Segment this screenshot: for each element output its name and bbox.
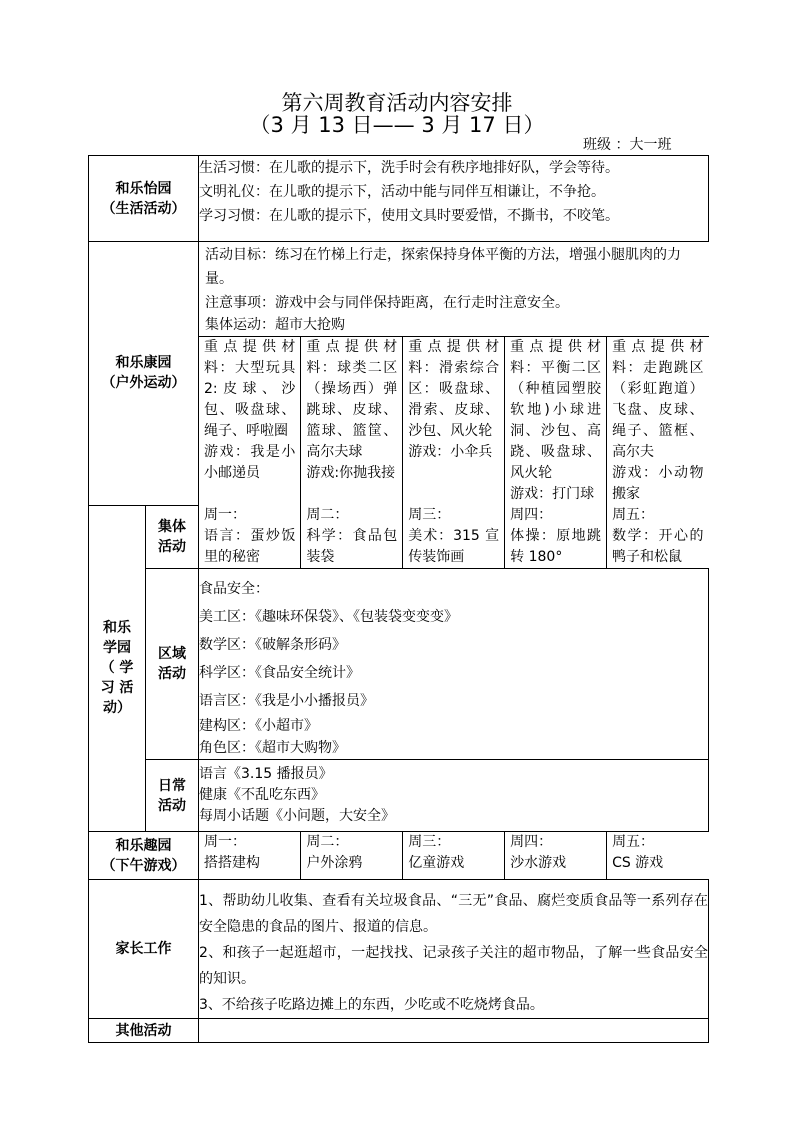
outdoor-zone: 重点提供材料：平衡二区（种植园塑胶软地)小球进洞、沙包、高跷、吸盘球、风火轮 游戏：打门球 <box>505 337 607 506</box>
other-header: 其他活动 <box>89 1019 199 1043</box>
daily-activity-content <box>199 760 709 832</box>
group-day: 周四： 体操：原地跳转 180° <box>505 505 607 568</box>
life-content <box>199 156 709 242</box>
daily-line: 语言《3.15 播报员》 <box>199 766 333 782</box>
area-line: 语言区：《我是小小播报员》 <box>199 693 374 709</box>
parents-line: 2、和孩子一起逛超市，一起找找、记录孩子关注的超市物品，了解一些食品安全的知识。 <box>199 945 708 987</box>
group-day: 周二： 科学：食品包装袋 <box>301 505 403 568</box>
parents-line: 1、帮助幼儿收集、查看有关垃圾食品、“三无”食品、腐烂变质食品等一系列存在安全隐患的食品的图片、报道的信息。 <box>199 893 708 935</box>
class-label: 班级 ：大一班 <box>583 137 672 153</box>
outdoor-notice: 注意事项：游戏中会与同伴保持距离，在行走时注意安全。 <box>205 295 569 311</box>
row-parents <box>89 880 709 1019</box>
afternoon-day: 周一： 搭搭建构 <box>199 832 301 879</box>
life-line: 学习习惯：在儿歌的提示下，使用文具时要爱惜，不撕书，不咬笔。 <box>199 208 619 224</box>
outdoor-zone: 重点提供材料：球类二区（操场西）弹跳球、皮球、篮球、篮筐、高尔夫球 游戏:你抛我接 <box>301 337 403 506</box>
row-outdoor <box>89 242 709 506</box>
parents-line: 3、不给孩子吃路边摊上的东西，少吃或不吃烧烤食品。 <box>199 997 544 1013</box>
area-line: 美工区：《趣味环保袋》、《包装袋变变变》 <box>199 609 458 625</box>
schedule-table <box>88 155 709 1043</box>
area-line: 科学区：《食品安全统计》 <box>199 665 360 681</box>
area-activity-header: 区域 活动 <box>146 569 199 760</box>
outdoor-zone: 重点提供材料：走跑跳区（彩虹跑道）飞盘、皮球、绳子、篮框、高尔夫 游戏：小动物搬家 <box>607 337 709 506</box>
outdoor-content <box>199 242 709 506</box>
life-line: 生活习惯：在儿歌的提示下，洗手时会有秩序地排好队，学会等待。 <box>199 160 619 176</box>
outdoor-zone: 重点提供材料：滑索综合区：吸盘球、滑索、皮球、沙包、风火轮 游戏：小伞兵 <box>403 337 505 506</box>
row-study-daily <box>89 760 709 832</box>
group-day: 周三： 美术：315 宣传装饰画 <box>403 505 505 568</box>
area-activity-content <box>199 569 709 760</box>
page-title: 第六周教育活动内容安排 <box>281 91 513 115</box>
group-activity-content <box>199 505 709 569</box>
date-range: （3 月 13 日—— 3 月 17 日） <box>249 113 545 137</box>
afternoon-header: 和乐趣园 （下午游戏） <box>89 832 199 880</box>
row-study-group <box>89 505 709 569</box>
row-other <box>89 1019 709 1043</box>
area-line: 建构区：《小超市》 <box>199 718 318 734</box>
daily-activity-header: 日常 活动 <box>146 760 199 832</box>
study-header: 和乐 学园 （ 学 习 活 动） <box>89 505 146 832</box>
area-line: 角色区：《超市大购物》 <box>199 740 346 756</box>
parents-header: 家长工作 <box>89 880 199 1019</box>
outdoor-goal: 活动目标：练习在竹梯上行走，探索保持身体平衡的方法，增强小腿肌肉的力量。 <box>205 247 681 287</box>
outdoor-header: 和乐康园 （户外运动） <box>89 242 199 506</box>
outdoor-group: 集体运动：超市大抢购 <box>205 317 345 333</box>
row-life <box>89 156 709 242</box>
afternoon-day: 周五： CS 游戏 <box>607 832 709 879</box>
daily-line: 每周小话题《小问题，大安全》 <box>199 808 395 824</box>
parents-content <box>199 880 709 1019</box>
afternoon-day: 周二： 户外涂鸦 <box>301 832 403 879</box>
outdoor-zone: 重点提供材料：大型玩具 2:皮球、沙包、吸盘球、绳子、呼啦圈 游戏：我是小小邮递员 <box>199 337 301 506</box>
other-content <box>199 1019 709 1043</box>
area-line: 数学区：《破解条形码》 <box>199 637 346 653</box>
group-activity-header: 集体 活动 <box>146 505 199 569</box>
group-day: 周五： 数学：开心的鸭子和松鼠 <box>607 505 709 568</box>
row-afternoon <box>89 832 709 880</box>
group-day: 周一： 语言：蛋炒饭里的秘密 <box>199 505 301 568</box>
afternoon-day: 周四： 沙水游戏 <box>505 832 607 879</box>
life-header: 和乐怡园 （生活活动） <box>89 156 199 242</box>
life-line: 文明礼仪：在儿歌的提示下，活动中能与同伴互相谦让，不争抢。 <box>199 184 605 200</box>
afternoon-day: 周三： 亿童游戏 <box>403 832 505 879</box>
row-study-area <box>89 569 709 760</box>
area-line: 食品安全： <box>199 581 269 597</box>
daily-line: 健康《不乱吃东西》 <box>199 787 325 803</box>
afternoon-content <box>199 832 709 880</box>
